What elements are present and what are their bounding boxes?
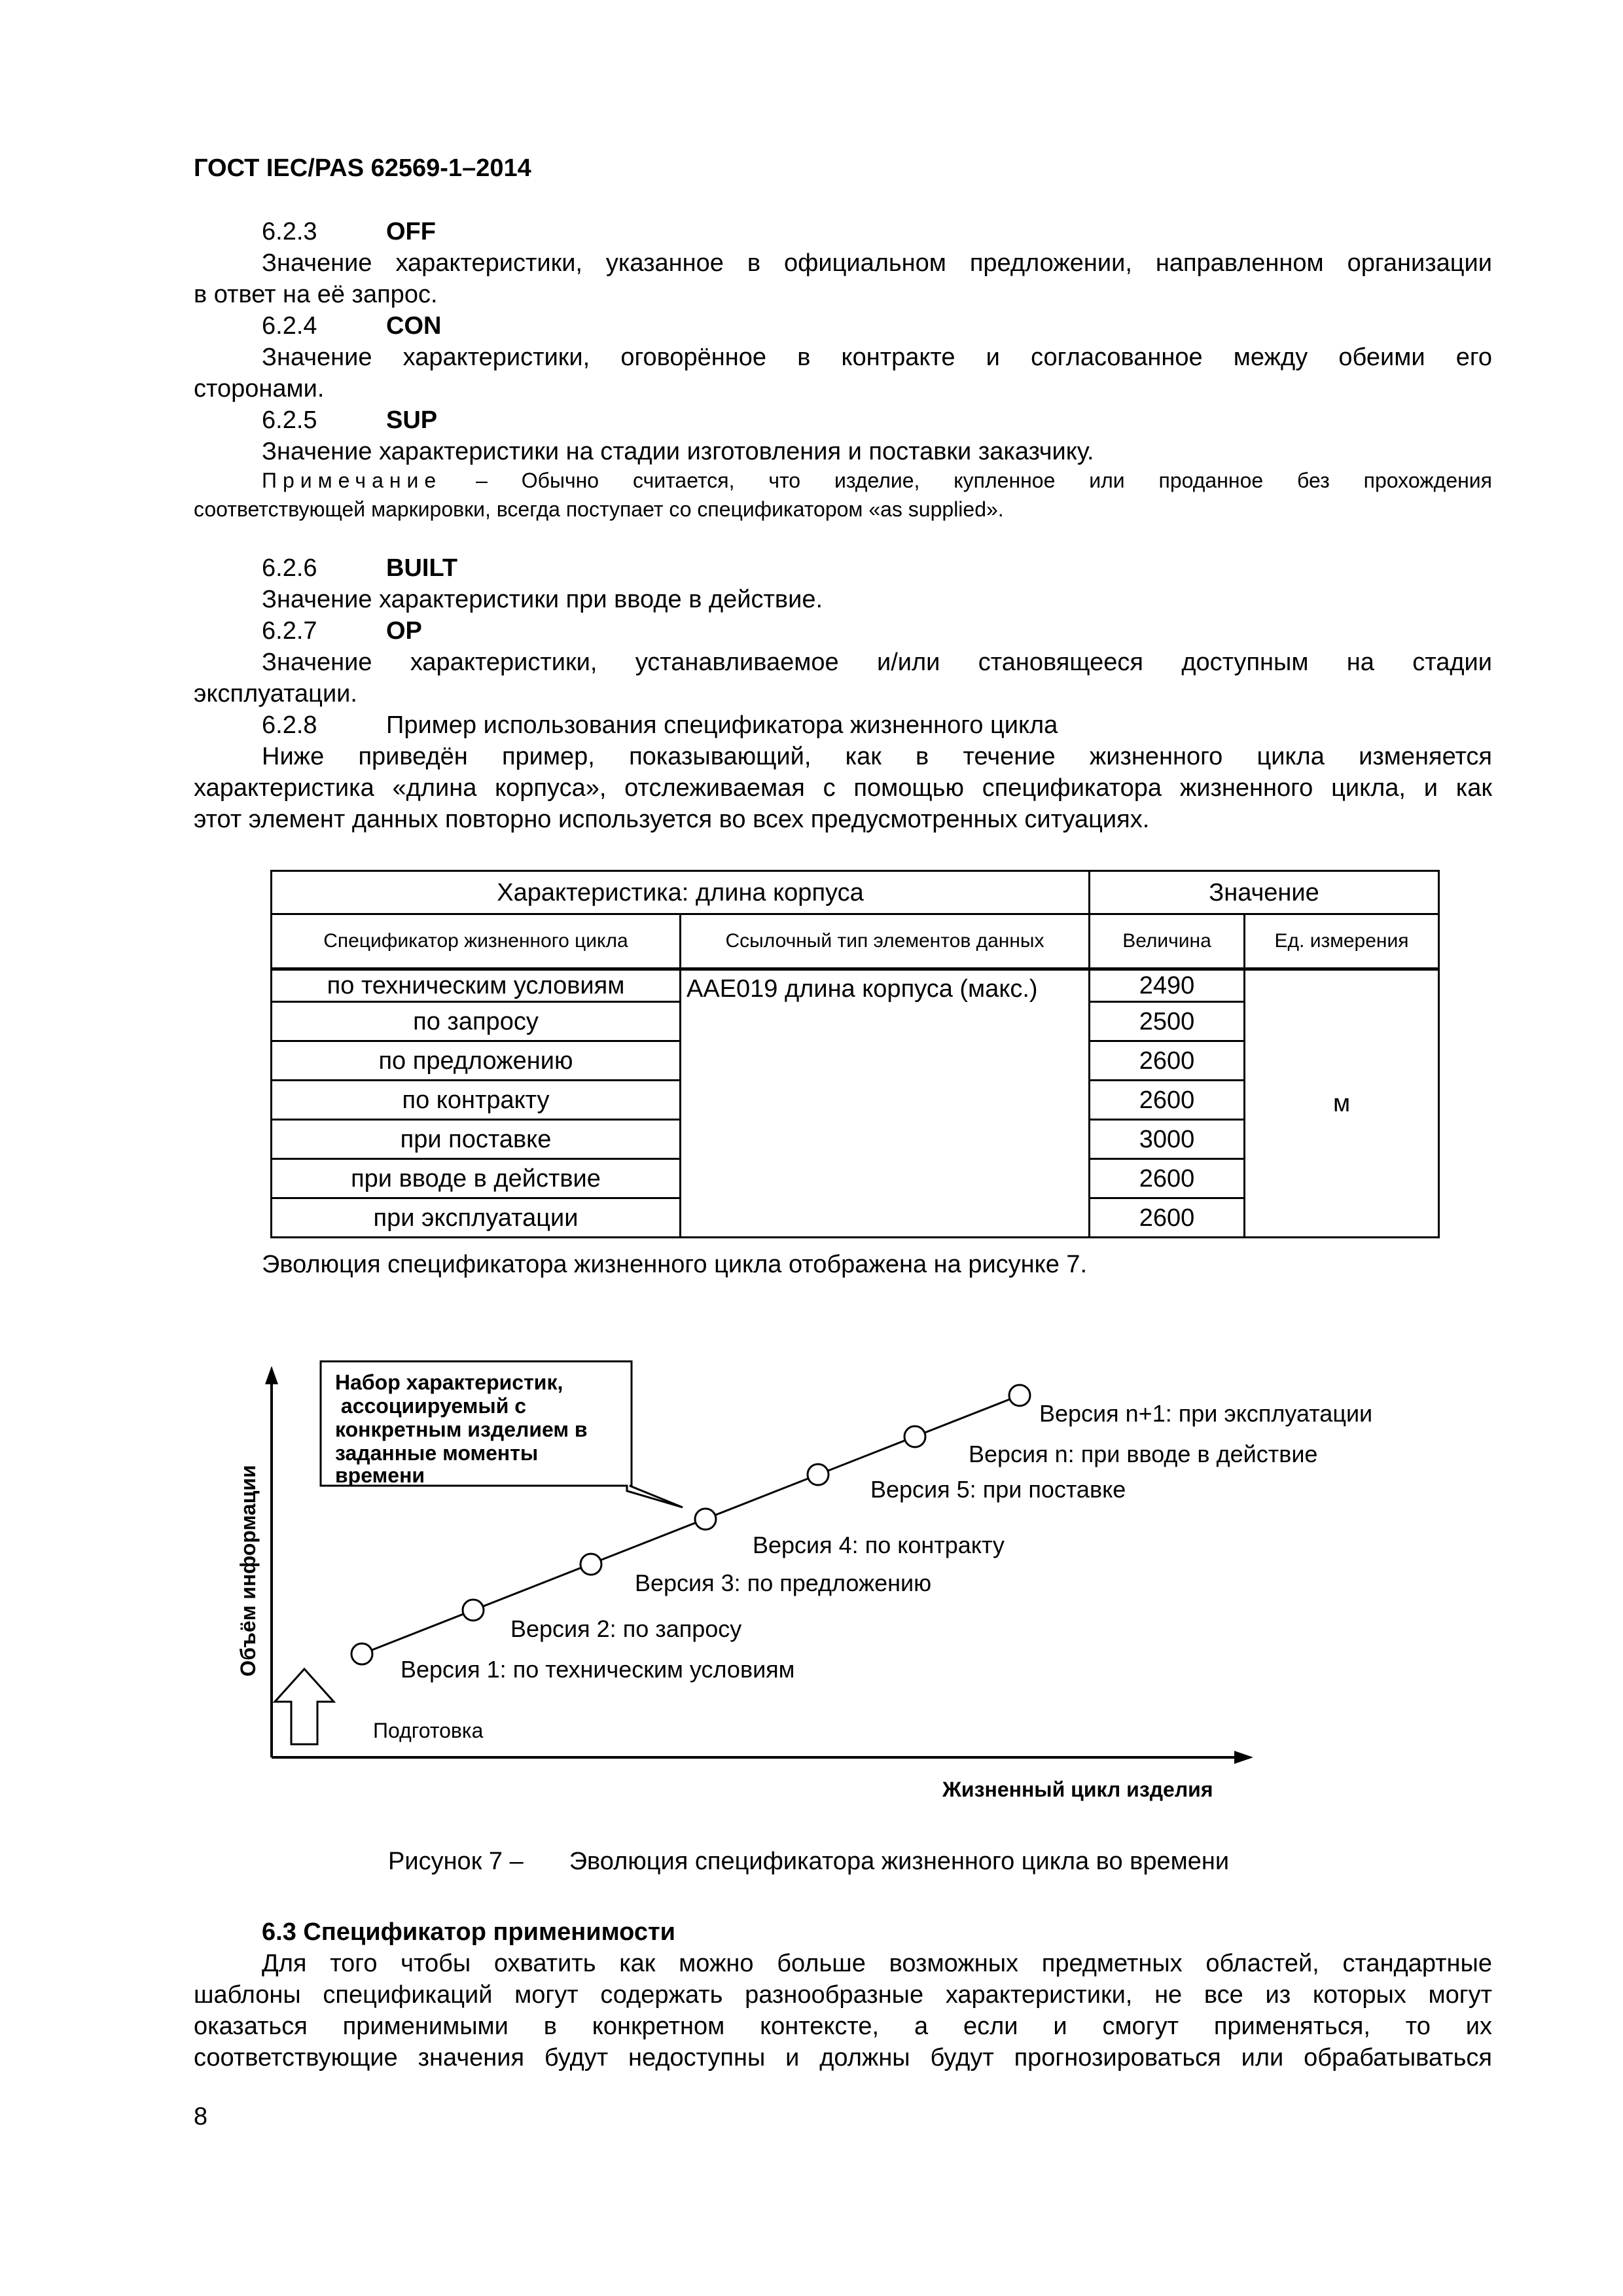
section-title: 6.3 Спецификатор применимости [262,1918,675,1946]
paragraph-line: эксплуатации. [194,680,357,708]
header-unit: Ед. измерения [1245,914,1439,969]
preparation-label: Подготовка [373,1719,484,1742]
section-heading [262,615,422,647]
note-line: соответствующей маркировки, всегда поступает со спецификатором «as supplied». [194,497,1004,521]
lifecycle-figure [216,1352,1492,1810]
section-number: 6.2.8 [262,711,317,739]
paragraph-line: Значение характеристики, устанавливаемое и/или становящееся доступным на стадии [262,649,1492,676]
figure-caption-label: Рисунок 7 – [388,1848,524,1875]
section-heading [262,709,1058,741]
figure-caption [388,1846,1229,1877]
version-marker [580,1554,601,1575]
paragraph-line: Значение характеристики при вводе в действие. [262,586,823,613]
figure-reference: Эволюция спецификатора жизненного цикла отображена на рисунке 7. [262,1251,1088,1278]
qualifier-cell: по контракту [272,1081,681,1120]
value-cell: 2600 [1090,1159,1245,1198]
section-code: CON [386,312,442,340]
header-characteristic: Характеристика: длина корпуса [272,871,1090,914]
header-ref-type: Ссылочный тип элементов данных [681,914,1090,969]
header-magnitude: Величина [1090,914,1245,969]
section-number: 6.2.7 [262,617,317,645]
paragraph-line: в ответ на её запрос. [194,281,438,308]
callout-text: времени [335,1463,425,1487]
section-number: 6.2.5 [262,406,317,434]
note-label: Примечание [262,469,442,492]
version-marker [904,1426,925,1447]
callout-text: конкретным изделием в [335,1418,588,1441]
paragraph-line: характеристика «длина корпуса», отслеживаемая с помощью спецификатора жизненного цикла, и как [194,774,1492,802]
ref-type-cell: AAE019 длина корпуса (макс.) [681,969,1090,1238]
section-code: SUP [386,406,438,434]
table-row [272,969,1439,1002]
header-value: Значение [1090,871,1439,914]
section-heading [262,216,436,247]
paragraph-line: оказаться применимыми в конкретном контексте, а если и смогут применяться, то их [194,2013,1492,2040]
version-label: Версия n: при вводе в действие [969,1441,1318,1467]
value-cell: 2600 [1090,1198,1245,1238]
y-axis-arrow-icon [265,1366,278,1384]
value-cell: 2490 [1090,969,1245,1002]
section-number: 6.2.3 [262,218,317,245]
qualifier-cell: при эксплуатации [272,1198,681,1238]
unit-cell: м [1245,969,1439,1238]
paragraph-line: шаблоны спецификаций могут содержать разнообразные характеристики, не все из которых могут [194,1981,1492,2009]
section-title: Пример использования спецификатора жизненного цикла [386,711,1058,739]
paragraph-line: Ниже приведён пример, показывающий, как в течение жизненного цикла изменяется [262,743,1492,770]
version-marker [695,1509,716,1530]
header-qualifier: Спецификатор жизненного цикла [272,914,681,969]
paragraph-line: Значение характеристики, указанное в официальном предложении, направленном организации [262,249,1492,277]
version-marker [808,1464,829,1485]
section-number: 6.2.4 [262,312,317,340]
paragraph-line: этот элемент данных повторно используется во всех предусмотренных ситуациях. [194,806,1150,833]
lifecycle-table [270,870,1440,1238]
section-heading [262,310,441,342]
document-header: ГОСТ IEC/PAS 62569-1–2014 [194,154,531,182]
version-marker [351,1643,372,1664]
version-label: Версия 4: по контракту [753,1532,1005,1558]
callout-text: ассоциируемый с [335,1394,527,1418]
section-number: 6.2.6 [262,554,317,582]
qualifier-cell: по предложению [272,1041,681,1081]
section-heading [262,404,437,436]
preparation-arrow-icon [275,1669,334,1744]
version-marker [463,1600,484,1621]
paragraph-line: Значение характеристики на стадии изготовления и поставки заказчику. [262,438,1094,465]
note-text: – Обычно считается, что изделие, купленное или проданное без прохождения [476,469,1493,492]
callout-text: заданные моменты [335,1441,539,1465]
value-cell: 2600 [1090,1081,1245,1120]
section-code: BUILT [386,554,458,582]
callout-text: Набор характеристик, [335,1371,563,1394]
y-axis-label: Объём информации [236,1465,260,1677]
version-label: Версия 5: при поставке [870,1476,1126,1503]
version-label: Версия 3: по предложению [635,1570,932,1596]
paragraph-line: сторонами. [194,375,325,403]
section-heading [262,552,457,584]
paragraph-line: Для того чтобы охватить как можно больше возможных предметных областей, стандартные [262,1950,1492,1977]
version-marker [1009,1385,1030,1406]
value-cell: 2500 [1090,1002,1245,1041]
qualifier-cell: по техническим условиям [272,969,681,1002]
paragraph-line: Значение характеристики, оговорённое в контракте и согласованное между обеими его [262,344,1492,371]
qualifier-cell: по запросу [272,1002,681,1041]
version-label: Версия 2: по запросу [510,1615,742,1642]
version-label: Версия n+1: при эксплуатации [1039,1400,1373,1427]
note-line [262,466,1492,495]
x-axis-arrow-icon [1234,1751,1253,1764]
value-cell: 2600 [1090,1041,1245,1081]
version-label: Версия 1: по техническим условиям [401,1656,795,1683]
x-axis-label: Жизненный цикл изделия [942,1778,1213,1801]
qualifier-cell: при вводе в действие [272,1159,681,1198]
figure-caption-text: Эволюция спецификатора жизненного цикла во времени [569,1848,1230,1875]
qualifier-cell: при поставке [272,1120,681,1159]
section-code: OFF [386,218,436,245]
value-cell: 3000 [1090,1120,1245,1159]
section-code: OP [386,617,422,645]
paragraph-line: соответствующие значения будут недоступны и должны будут прогнозироваться или обрабатываться [194,2044,1492,2072]
page-number: 8 [194,2103,208,2130]
